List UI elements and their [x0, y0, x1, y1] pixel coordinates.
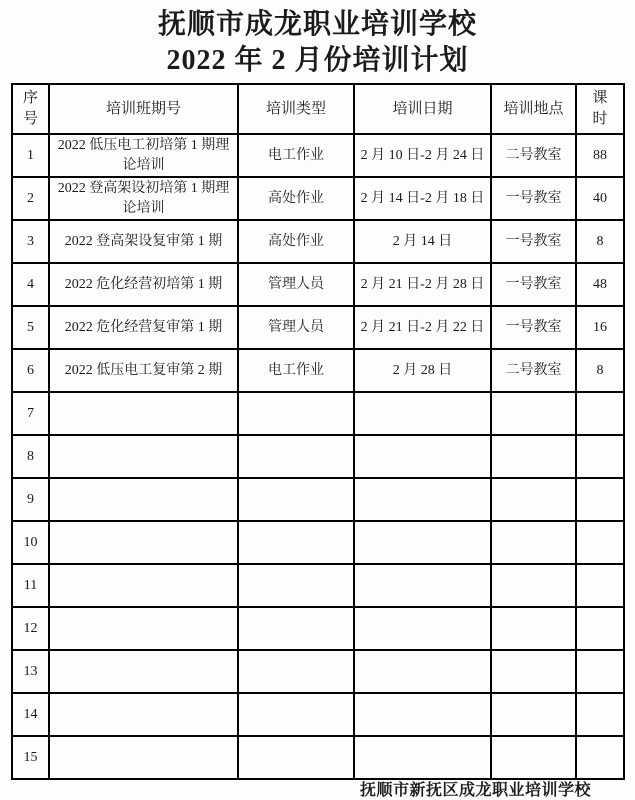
row-number-cell: 15	[12, 736, 49, 779]
training-type-cell: 电工作业	[238, 134, 354, 177]
training-date-cell: 2 月 10 日-2 月 24 日	[354, 134, 491, 177]
hours-cell	[576, 392, 624, 435]
class-name-cell	[49, 478, 238, 521]
hours-cell: 88	[576, 134, 624, 177]
table-header-row	[12, 84, 624, 134]
training-date-cell	[354, 650, 491, 693]
row-number-cell: 4	[12, 263, 49, 306]
column-header-location: 培训地点	[491, 84, 576, 134]
class-name-cell	[49, 564, 238, 607]
hours-cell: 8	[576, 349, 624, 392]
training-type-cell	[238, 392, 354, 435]
location-cell	[491, 650, 576, 693]
table-row	[12, 263, 624, 306]
training-type-cell	[238, 564, 354, 607]
column-header-number-label: 序号	[22, 90, 38, 127]
class-name-cell	[49, 650, 238, 693]
training-date-cell	[354, 736, 491, 779]
row-number-cell: 3	[12, 220, 49, 263]
hours-cell: 8	[576, 220, 624, 263]
footer-school-name: 抚顺市新抚区成龙职业培训学校	[359, 782, 591, 799]
column-header-date: 培训日期	[354, 84, 491, 134]
hours-cell	[576, 650, 624, 693]
class-name-cell: 2022 危化经营初培第 1 期	[49, 263, 238, 306]
location-cell	[491, 435, 576, 478]
hours-cell	[576, 607, 624, 650]
table-row	[12, 392, 624, 435]
hours-cell	[576, 478, 624, 521]
training-type-cell	[238, 650, 354, 693]
table-row	[12, 607, 624, 650]
class-name-cell	[49, 435, 238, 478]
page-subtitle: 2022 年 2 月份培训计划	[166, 45, 469, 76]
table-row	[12, 177, 624, 220]
location-cell	[491, 607, 576, 650]
location-cell	[491, 392, 576, 435]
hours-cell	[576, 736, 624, 779]
table-row	[12, 349, 624, 392]
row-number-cell: 7	[12, 392, 49, 435]
row-number-cell: 6	[12, 349, 49, 392]
column-header-type: 培训类型	[238, 84, 354, 134]
hours-cell: 16	[576, 306, 624, 349]
page-title: 抚顺市成龙职业培训学校	[157, 9, 477, 40]
training-date-cell: 2 月 14 日	[354, 220, 491, 263]
training-type-cell: 高处作业	[238, 220, 354, 263]
training-date-cell: 2 月 21 日-2 月 22 日	[354, 306, 491, 349]
hours-cell	[576, 521, 624, 564]
location-cell: 一号教室	[491, 306, 576, 349]
row-number-cell: 2	[12, 177, 49, 220]
location-cell	[491, 693, 576, 736]
row-number-cell: 11	[12, 564, 49, 607]
table-row	[12, 564, 624, 607]
row-number-cell: 5	[12, 306, 49, 349]
location-cell: 二号教室	[491, 349, 576, 392]
column-header-number	[12, 84, 49, 134]
training-type-cell	[238, 736, 354, 779]
training-type-cell	[238, 435, 354, 478]
training-type-cell	[238, 521, 354, 564]
training-date-cell	[354, 693, 491, 736]
class-name-cell	[49, 607, 238, 650]
class-name-cell	[49, 521, 238, 564]
training-date-cell	[354, 607, 491, 650]
row-number-cell: 10	[12, 521, 49, 564]
table-row	[12, 306, 624, 349]
training-date-cell: 2 月 21 日-2 月 28 日	[354, 263, 491, 306]
training-type-cell: 管理人员	[238, 263, 354, 306]
hours-cell: 40	[576, 177, 624, 220]
column-header-class: 培训班期号	[49, 84, 238, 134]
location-cell	[491, 564, 576, 607]
table-row	[12, 478, 624, 521]
training-date-cell	[354, 478, 491, 521]
training-schedule-table	[11, 83, 625, 780]
location-cell: 一号教室	[491, 263, 576, 306]
training-type-cell	[238, 693, 354, 736]
location-cell: 二号教室	[491, 134, 576, 177]
training-date-cell: 2 月 14 日-2 月 18 日	[354, 177, 491, 220]
training-date-cell	[354, 521, 491, 564]
class-name-cell: 2022 低压电工复审第 2 期	[49, 349, 238, 392]
table-row	[12, 650, 624, 693]
class-name-cell: 2022 低压电工初培第 1 期理论培训	[49, 134, 238, 177]
row-number-cell: 14	[12, 693, 49, 736]
location-cell	[491, 478, 576, 521]
table-body	[12, 134, 624, 779]
training-date-cell	[354, 392, 491, 435]
location-cell: 一号教室	[491, 220, 576, 263]
training-type-cell	[238, 478, 354, 521]
training-date-cell: 2 月 28 日	[354, 349, 491, 392]
class-name-cell	[49, 693, 238, 736]
hours-cell	[576, 693, 624, 736]
class-name-cell: 2022 危化经营复审第 1 期	[49, 306, 238, 349]
column-header-hours-label: 课时	[592, 90, 608, 127]
table-row	[12, 693, 624, 736]
hours-cell: 48	[576, 263, 624, 306]
row-number-cell: 8	[12, 435, 49, 478]
training-type-cell: 高处作业	[238, 177, 354, 220]
row-number-cell: 12	[12, 607, 49, 650]
training-type-cell: 管理人员	[238, 306, 354, 349]
table-row	[12, 736, 624, 779]
training-type-cell	[238, 607, 354, 650]
row-number-cell: 13	[12, 650, 49, 693]
location-cell	[491, 521, 576, 564]
training-date-cell	[354, 564, 491, 607]
class-name-cell: 2022 登高架设初培第 1 期理论培训	[49, 177, 238, 220]
hours-cell	[576, 564, 624, 607]
table-row	[12, 134, 624, 177]
hours-cell	[576, 435, 624, 478]
class-name-cell	[49, 736, 238, 779]
row-number-cell: 1	[12, 134, 49, 177]
location-cell	[491, 736, 576, 779]
training-type-cell: 电工作业	[238, 349, 354, 392]
training-date-cell	[354, 435, 491, 478]
row-number-cell: 9	[12, 478, 49, 521]
table-row	[12, 435, 624, 478]
column-header-hours	[576, 84, 624, 134]
location-cell: 一号教室	[491, 177, 576, 220]
table-row	[12, 521, 624, 564]
class-name-cell: 2022 登高架设复审第 1 期	[49, 220, 238, 263]
table-row	[12, 220, 624, 263]
class-name-cell	[49, 392, 238, 435]
